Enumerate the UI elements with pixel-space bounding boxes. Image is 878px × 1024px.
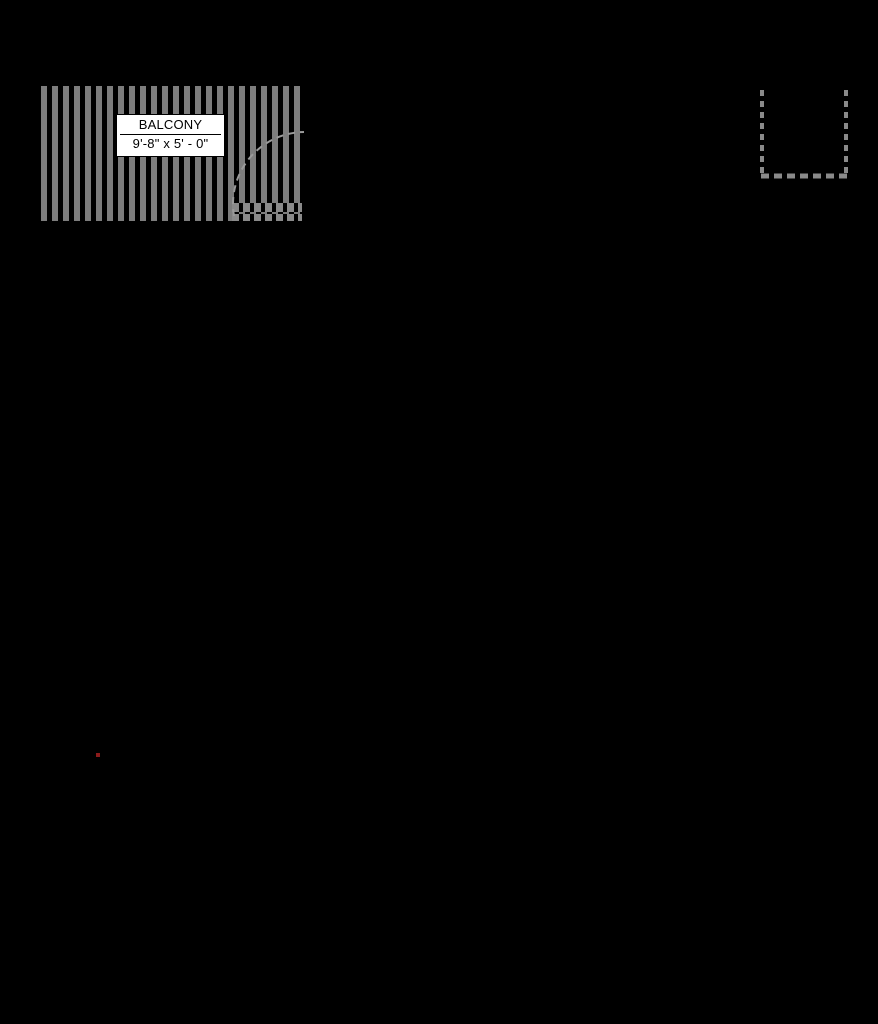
u-shaped-fixture xyxy=(758,88,850,180)
room-label-balcony xyxy=(116,114,225,157)
room-label-dimensions: 9'-8" x 5' - 0" xyxy=(120,134,221,152)
red-point-marker xyxy=(96,753,100,757)
balcony-hatch-region-lower xyxy=(41,200,233,221)
room-label-name: BALCONY xyxy=(138,117,203,132)
door-swing-arc xyxy=(228,108,308,218)
